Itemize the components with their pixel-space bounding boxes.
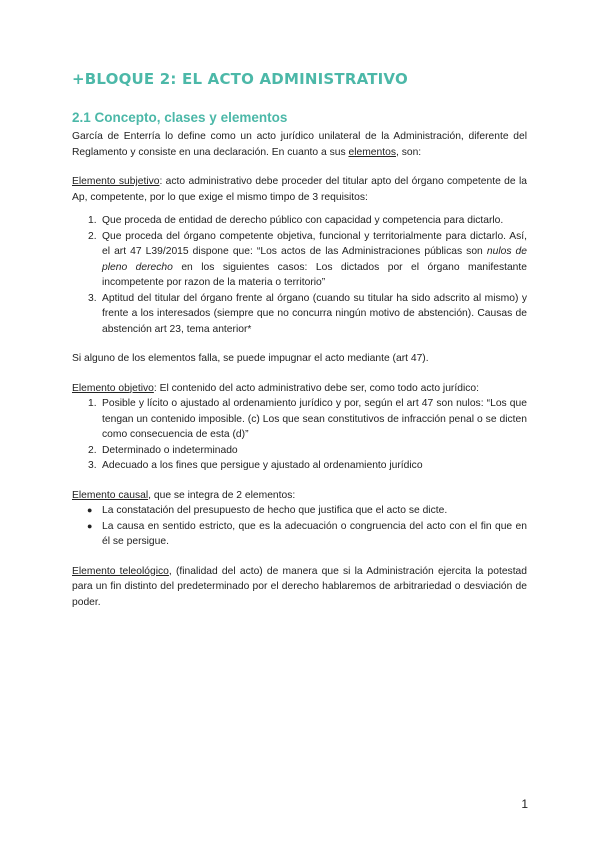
list-number: 3. <box>88 292 97 304</box>
list-item-text: La causa en sentido estricto, que es la adecuación o congruencia del acto con el fin que en él se persigue. <box>102 520 527 547</box>
page-content <box>72 70 527 610</box>
italic-text: nulos de pleno derecho <box>102 246 527 273</box>
section-heading: 2.1 Concepto, clases y elementos <box>72 110 288 125</box>
list-item <box>72 519 527 550</box>
list-item-text: Adecuado a los fines que persigue y ajustado al ordenamiento jurídico <box>102 460 423 471</box>
list-item-text: Posible y lícito o ajustado al ordenamiento jurídico y por, según el art 47 son nulos: “Los que tengan un contenido imposible. (c) Los que sean constitutivos de infracción penal o se dicten como consecuencia de esta (d)” <box>102 398 527 440</box>
impugnar-paragraph: Si alguno de los elementos falla, se puede impugnar el acto mediante (art 47). <box>72 353 429 364</box>
list-item <box>72 229 527 291</box>
list-item-text: La constatación del presupuesto de hecho que justifica que el acto se dicte. <box>102 505 448 516</box>
list-number: 2. <box>88 230 97 242</box>
intro-text-end: , son: <box>395 146 422 158</box>
causal-label: Elemento causal <box>72 489 149 501</box>
causal-list <box>72 503 527 550</box>
list-item-text: Determinado o indeterminado <box>102 444 238 456</box>
list-number: 1. <box>88 398 97 409</box>
objetivo-list <box>72 396 527 474</box>
list-number: 3. <box>88 460 97 471</box>
objetivo-label: Elemento objetivo <box>72 382 154 394</box>
teleologico-text: , (finalidad del acto) de manera que si la Administración ejercita la potestad para un fin distinto del predeterminado por el derecho hablaremos de arbitrariedad o desviación de poder. <box>72 565 528 608</box>
list-number: 2. <box>88 444 97 456</box>
objetivo-text: : El contenido del acto administrativo debe ser, como todo acto jurídico: <box>153 382 479 394</box>
list-item <box>72 458 527 474</box>
bullet-icon: ● <box>87 520 93 531</box>
subjetivo-text: : acto administrativo debe proceder del titular apto del órgano competente de la Ap, competente, por lo que exige el mismo timpo de 3 requisitos: <box>72 176 527 203</box>
teleologico-paragraph <box>72 564 527 611</box>
elementos-link: elementos <box>348 146 396 158</box>
document-title: +BLOQUE 2: EL ACTO ADMINISTRATIVO <box>72 70 408 88</box>
list-number: 1. <box>88 215 97 226</box>
list-item <box>72 443 527 459</box>
subjetivo-label: Elemento subjetivo <box>72 176 160 187</box>
list-item-text: Que proceda del órgano competente objetiva, funcional y territorialmente para dictarlo. Así, el art 47 L39/2015 dispone que: “Los actos de las Administraciones públicas son <box>102 230 527 257</box>
list-item <box>72 213 527 229</box>
subjetivo-list <box>72 213 527 337</box>
intro-paragraph <box>72 129 527 160</box>
objetivo-paragraph <box>72 381 527 397</box>
bullet-icon: ● <box>87 505 93 515</box>
list-item <box>72 396 527 443</box>
subjetivo-paragraph <box>72 174 527 205</box>
list-item-text: Que proceda de entidad de derecho público con capacidad y competencia para dictarlo. <box>102 215 504 226</box>
page-number: 1 <box>521 797 528 811</box>
list-item-text: Aptitud del titular del órgano frente al órgano (cuando su titular ha sido adscrito al mismo) y frente a los interesados (siempre que no concurra ningún motivo de abstención). Causas de abstención art 23, tema anterior* <box>102 292 527 335</box>
list-item <box>72 291 527 338</box>
intro-text: García de Enterría lo define como un acto jurídico unilateral de la Administración, diferente del Reglamento y consiste en una declaración. En cuanto a sus <box>72 131 527 158</box>
teleologico-label: Elemento teleológico <box>72 565 169 577</box>
list-item <box>72 503 527 519</box>
list-item-text-end: en los siguientes casos: Los dictados por el órgano manifestante incompetente por razon de la materia o territorio” <box>102 261 528 288</box>
causal-text: , que se integra de 2 elementos: <box>148 489 296 501</box>
causal-paragraph <box>72 488 527 504</box>
